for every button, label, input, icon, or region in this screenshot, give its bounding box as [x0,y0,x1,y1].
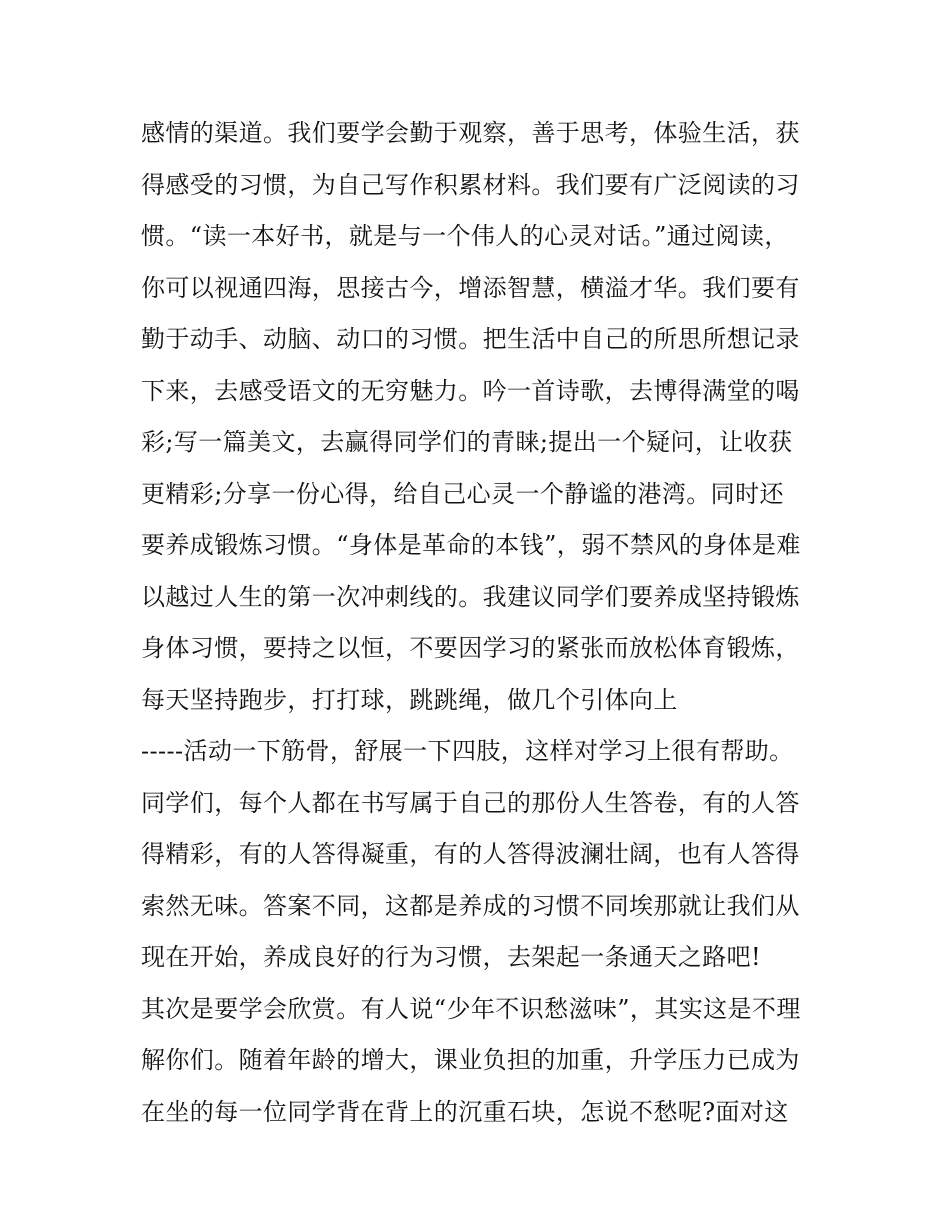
body-text [141,108,821,1138]
text-line: 索然无味。答案不同，这都是养成的习惯不同埃那就让我们从 [141,891,800,920]
text-line: 勤于动手、动脑、动口的习惯。把生活中自己的所思所想记录 [141,325,800,353]
text-line: 其次是要学会欣赏。有人说“少年不识愁滋味”，其实这是不理 [141,994,801,1023]
text-line: 得精彩，有的人答得凝重，有的人答得波澜壮阔，也有人答得 [141,840,800,868]
text-line: 现在开始，养成良好的行为习惯，去架起一条通天之路吧! [141,943,762,971]
text-line: -----活动一下筋骨，舒展一下四肢，这样对学习上很有帮助。 [141,737,794,765]
text-line: 下来，去感受语文的无穷魅力。吟一首诗歌，去博得满堂的喝 [141,376,800,405]
text-line: 彩;写一篇美文，去赢得同学们的青睐;提出一个疑问，让收获 [141,428,793,456]
text-line: 你可以视通四海，思接古今，增添智慧，横溢才华。我们要有 [141,273,800,302]
text-line: 感情的渠道。我们要学会勤于观察，善于思考，体验生活，获 [141,119,800,147]
text-line: 以越过人生的第一次冲刺线的。我建议同学们要养成坚持锻炼 [141,582,800,611]
text-line: 要养成锻炼习惯。“身体是革命的本钱”，弱不禁风的身体是难 [141,531,801,559]
text-line: 在坐的每一位同学背在背上的沉重石块，怎说不愁呢?面对这 [141,1097,789,1126]
text-line: 得感受的习惯，为自己写作积累材料。我们要有广泛阅读的习 [141,170,800,199]
text-line: 身体习惯，要持之以恒，不要因学习的紧张而放松体育锻炼， [141,634,800,662]
text-line: 解你们。随着年龄的增大，课业负担的加重，升学压力已成为 [141,1046,800,1074]
text-line: 更精彩;分享一份心得，给自己心灵一个静谧的港湾。同时还 [141,479,784,508]
text-line: 同学们，每个人都在书写属于自己的那份人生答卷，有的人答 [141,788,800,817]
text-line: 惯。“读一本好书，就是与一个伟人的心灵对话。”通过阅读， [141,222,789,250]
text-line: 每天坚持跑步，打打球，跳跳绳，做几个引体向上 [141,685,678,714]
